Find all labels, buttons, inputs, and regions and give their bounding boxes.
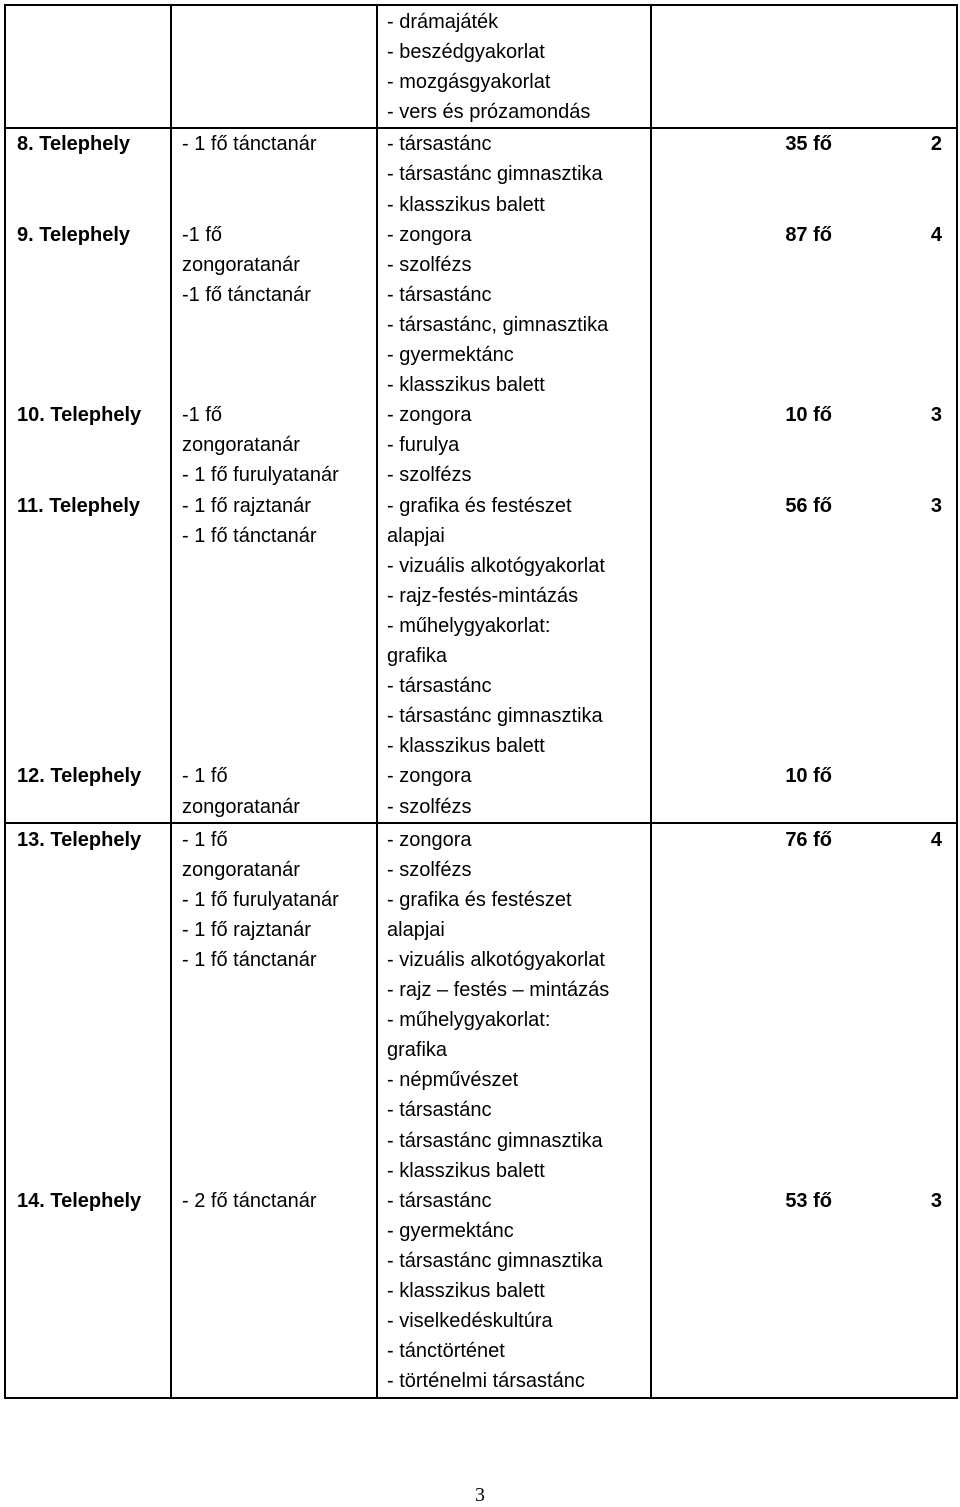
table-row-group-b bbox=[5, 823, 957, 1398]
subject-item: - népművészet bbox=[387, 1069, 519, 1092]
student-count-row bbox=[652, 220, 956, 250]
group-count: 4 bbox=[930, 828, 942, 851]
subject-item: - grafika és festészet bbox=[387, 494, 572, 517]
site-block bbox=[652, 220, 956, 401]
group-b-sites-cell bbox=[5, 823, 171, 1398]
prefix-col4-cell bbox=[651, 5, 957, 128]
student-count: 10 fő bbox=[785, 765, 832, 788]
subject-item: grafika bbox=[387, 1039, 448, 1062]
teacher-item: - 1 fő bbox=[182, 828, 228, 851]
site-block bbox=[17, 129, 170, 219]
group-count: 4 bbox=[930, 223, 942, 246]
subject-item: - szolfézs bbox=[387, 253, 472, 276]
subject-item: - társastánc gimnasztika bbox=[387, 163, 603, 186]
subject-item: - társastánc gimnasztika bbox=[387, 1250, 603, 1273]
subject-item: - társastánc, gimnasztika bbox=[387, 313, 609, 336]
group-count bbox=[832, 761, 942, 791]
subject-item: - társastánc bbox=[387, 675, 492, 698]
subject-item: - társastánc bbox=[387, 1189, 492, 1212]
subject-item: - vizuális alkotógyakorlat bbox=[387, 949, 605, 972]
table-row-group-a bbox=[5, 128, 957, 822]
student-count: 76 fő bbox=[785, 828, 832, 851]
group-b-teachers-cell bbox=[171, 823, 377, 1398]
site-block bbox=[387, 1186, 650, 1397]
group-a-teachers-cell bbox=[171, 128, 377, 822]
teacher-item: zongoratanár bbox=[182, 858, 300, 881]
student-count: 10 fő bbox=[785, 404, 832, 427]
subject-item: - gyermektánc bbox=[387, 1219, 514, 1242]
teacher-item: - 1 fő tánctanár bbox=[182, 524, 317, 547]
site-block bbox=[652, 761, 956, 821]
site-name: 13. Telephely bbox=[17, 828, 142, 851]
group-b-subjects-cell bbox=[377, 823, 651, 1398]
subject-item: alapjai bbox=[387, 524, 445, 547]
subject-item: - társastánc bbox=[387, 283, 492, 306]
group-b-counts-cell bbox=[651, 823, 957, 1398]
subject-item: - klasszikus balett bbox=[387, 1159, 545, 1182]
prefix-col1-cell bbox=[5, 5, 171, 128]
group-a-counts-cell bbox=[651, 128, 957, 822]
subject-item: - társastánc gimnasztika bbox=[387, 705, 603, 728]
student-count: 87 fő bbox=[785, 223, 832, 246]
subject-item: - viselkedéskultúra bbox=[387, 1310, 553, 1333]
group-count: 2 bbox=[930, 133, 942, 156]
site-block bbox=[182, 400, 376, 490]
subject-item: - műhelygyakorlat: bbox=[387, 1009, 551, 1032]
student-count-row bbox=[652, 761, 956, 791]
site-block bbox=[17, 1186, 170, 1397]
site-block bbox=[387, 491, 650, 762]
teacher-item: - 2 fő tánctanár bbox=[182, 1189, 317, 1212]
subject-item: - műhelygyakorlat: bbox=[387, 614, 551, 637]
teacher-item: - 1 fő tánctanár bbox=[182, 949, 317, 972]
group-a-site-names bbox=[17, 129, 170, 821]
teacher-item: -1 fő tánctanár bbox=[182, 283, 311, 306]
site-block bbox=[652, 129, 956, 219]
group-b-subject-list bbox=[387, 824, 650, 1397]
teacher-item: zongoratanár bbox=[182, 795, 300, 818]
site-block bbox=[387, 761, 650, 821]
site-block bbox=[182, 1186, 376, 1397]
subject-item: - zongora bbox=[387, 765, 472, 788]
subject-item: - társastánc bbox=[387, 1099, 492, 1122]
teacher-item: - 1 fő furulyatanár bbox=[182, 464, 339, 487]
group-a-subject-list bbox=[387, 129, 650, 821]
site-block bbox=[652, 400, 956, 490]
site-block bbox=[182, 825, 376, 1186]
teacher-item: -1 fő bbox=[182, 404, 223, 427]
group-a-count-list bbox=[652, 129, 956, 821]
site-block bbox=[17, 761, 170, 821]
site-block bbox=[17, 400, 170, 490]
site-block bbox=[652, 1186, 956, 1397]
subject-item: - mozgásgyakorlat bbox=[387, 71, 551, 94]
subject-item: - tánctörténet bbox=[387, 1340, 505, 1363]
site-block bbox=[387, 825, 650, 1186]
site-block bbox=[182, 129, 376, 219]
student-count-row bbox=[652, 491, 956, 521]
table-container bbox=[4, 4, 956, 1399]
subject-item: - zongora bbox=[387, 828, 472, 851]
site-block bbox=[182, 220, 376, 401]
site-name: 10. Telephely bbox=[17, 404, 142, 427]
group-a-teacher-list bbox=[182, 129, 376, 821]
site-block bbox=[387, 400, 650, 490]
subject-item: - történelmi társastánc bbox=[387, 1370, 585, 1393]
subject-item: - klasszikus balett bbox=[387, 193, 545, 216]
subject-item: - vizuális alkotógyakorlat bbox=[387, 554, 605, 577]
subject-item: - szolfézs bbox=[387, 464, 472, 487]
subject-item: - rajz-festés-mintázás bbox=[387, 584, 579, 607]
subject-item: - zongora bbox=[387, 404, 472, 427]
group-b-teacher-list bbox=[182, 824, 376, 1397]
site-name: 12. Telephely bbox=[17, 765, 142, 788]
site-block bbox=[652, 825, 956, 1186]
subject-item: - szolfézs bbox=[387, 858, 472, 881]
group-a-subjects-cell bbox=[377, 128, 651, 822]
site-block bbox=[182, 761, 376, 821]
teacher-item: -1 fő bbox=[182, 223, 223, 246]
group-b-site-names bbox=[17, 824, 170, 1397]
subject-item: - klasszikus balett bbox=[387, 735, 545, 758]
prefix-col2-cell bbox=[171, 5, 377, 128]
group-count: 3 bbox=[930, 494, 942, 517]
student-count: 56 fő bbox=[785, 494, 832, 517]
group-count: 3 bbox=[930, 404, 942, 427]
subject-item: - beszédgyakorlat bbox=[387, 41, 545, 64]
teacher-item: - 1 fő rajztanár bbox=[182, 918, 311, 941]
subject-item: - klasszikus balett bbox=[387, 1280, 545, 1303]
teacher-item: - 1 fő furulyatanár bbox=[182, 888, 339, 911]
teacher-item: - 1 fő bbox=[182, 765, 228, 788]
page-number: 3 bbox=[475, 1484, 485, 1506]
teacher-item: zongoratanár bbox=[182, 253, 300, 276]
site-name: 9. Telephely bbox=[17, 223, 131, 246]
site-block bbox=[17, 825, 170, 1186]
site-name: 11. Telephely bbox=[17, 494, 141, 517]
subject-item: - vers és prózamondás bbox=[387, 101, 591, 124]
site-block bbox=[652, 491, 956, 762]
subject-item: - furulya bbox=[387, 434, 460, 457]
subject-item: - gyermektánc bbox=[387, 344, 514, 367]
prefix-subject-list bbox=[387, 6, 650, 127]
site-block bbox=[387, 220, 650, 401]
site-block bbox=[17, 220, 170, 401]
site-block bbox=[182, 491, 376, 762]
prefix-subjects-cell bbox=[377, 5, 651, 128]
subject-item: - társastánc bbox=[387, 133, 492, 156]
student-count: 53 fő bbox=[785, 1189, 832, 1212]
subject-item: - zongora bbox=[387, 223, 472, 246]
student-count-row bbox=[652, 1186, 956, 1216]
subject-item: - társastánc gimnasztika bbox=[387, 1129, 603, 1152]
site-name: 8. Telephely bbox=[17, 133, 131, 156]
site-name: 14. Telephely bbox=[17, 1189, 142, 1212]
teacher-item: zongoratanár bbox=[182, 434, 300, 457]
teacher-item: - 1 fő tánctanár bbox=[182, 133, 317, 156]
subject-item: - grafika és festészet bbox=[387, 888, 572, 911]
site-block bbox=[387, 129, 650, 219]
student-count-row bbox=[652, 400, 956, 430]
subject-item: - drámajáték bbox=[387, 11, 499, 33]
group-a-sites-cell bbox=[5, 128, 171, 822]
subject-item: grafika bbox=[387, 645, 448, 668]
group-b-count-list bbox=[652, 824, 956, 1397]
group-count: 3 bbox=[930, 1189, 942, 1212]
telephely-table bbox=[4, 4, 958, 1399]
student-count-row bbox=[652, 825, 956, 855]
subject-item: alapjai bbox=[387, 918, 445, 941]
subject-item: - klasszikus balett bbox=[387, 374, 545, 397]
site-block bbox=[17, 491, 170, 762]
student-count-row bbox=[652, 129, 956, 159]
subject-item: - rajz – festés – mintázás bbox=[387, 979, 610, 1002]
table-row-prefix bbox=[5, 5, 957, 128]
subject-item: - szolfézs bbox=[387, 795, 472, 818]
teacher-item: - 1 fő rajztanár bbox=[182, 494, 311, 517]
student-count: 35 fő bbox=[785, 133, 832, 156]
